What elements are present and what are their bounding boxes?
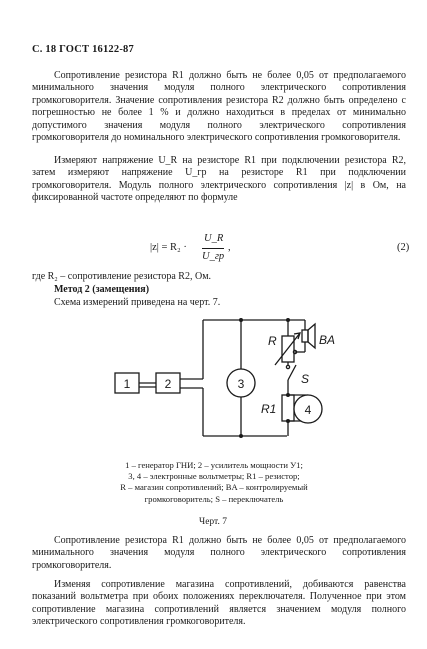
legend-line: 3, 4 – электронные вольтметры; R1 – резистор; xyxy=(128,471,300,482)
figure-caption: Черт. 7 xyxy=(199,517,227,527)
switch-s-label: S xyxy=(301,372,310,386)
formula-numerator: U_R xyxy=(204,233,224,244)
resistor-r-label: R xyxy=(268,334,277,348)
page-header: С. 18 ГОСТ 16122-87 xyxy=(32,44,134,55)
formula-number: (2) xyxy=(397,242,410,253)
formula-denominator: U_гр xyxy=(202,251,225,262)
resistor-r1-label: R1 xyxy=(261,402,277,416)
box-1-label: 1 xyxy=(123,377,131,391)
paragraph-resistor-r1: Сопротивление резистора R1 должно быть не более 0,05 от предполагаемого минимального значения модуля полного электрического сопротивления громкоговорителя. xyxy=(32,535,406,571)
figure-legend xyxy=(86,460,342,505)
speaker-ba-label: BA xyxy=(319,333,336,347)
where-line: где R₂ – сопротивление резистора R2, Ом. xyxy=(32,271,212,282)
paragraph-substitution: Изменяя сопротивление магазина сопротивлений, добиваются равенства показаний вольтметра при обоих положениях переключателя. Полученное при этом сопротивление магазина сопротивлений является значением модуля полного электрического сопротивления громкоговорителя. xyxy=(32,579,406,628)
scheme-reference: Схема измерений приведена на черт. 7. xyxy=(54,297,221,308)
box-2-label: 2 xyxy=(164,377,172,391)
legend-line: R – магазин сопротивлений; BA – контролируемый xyxy=(120,482,308,493)
formula-comma: , xyxy=(228,242,231,253)
legend-line: громкоговоритель; S – переключатель xyxy=(144,493,284,504)
meter-3-label: 3 xyxy=(237,377,245,391)
paragraph-measurement: Измеряют напряжение U_R на резисторе R1 при подключении резистора R2, затем измеряют напряжение U_гр на резисторе R1 при подключении громкоговорителя. Модуль полного электрического сопротивления |z| в Ом, на фиксированной частоте определяют по формуле xyxy=(32,155,406,204)
meter-4-label: 4 xyxy=(304,403,312,417)
method-heading: Метод 2 (замещения) xyxy=(54,284,150,295)
formula-lhs: |z| = R₂ · xyxy=(150,242,187,253)
paragraph-resistor-r1-r2: Сопротивление резистора R1 должно быть не более 0,05 от предполагаемого минимального значения модуля полного электрического сопротивления громкоговорителя. Значение сопротивления резистора R2 должно быть определено с погрешностью не более 1 % и должно находиться в пределах от минимально допустимого значения модуля полного электрического сопротивления громкоговорителя до номинального электрического сопротивления громкоговорителя. xyxy=(32,70,406,144)
legend-line: 1 – генератор ГНИ; 2 – усилитель мощности У1; xyxy=(125,460,303,470)
